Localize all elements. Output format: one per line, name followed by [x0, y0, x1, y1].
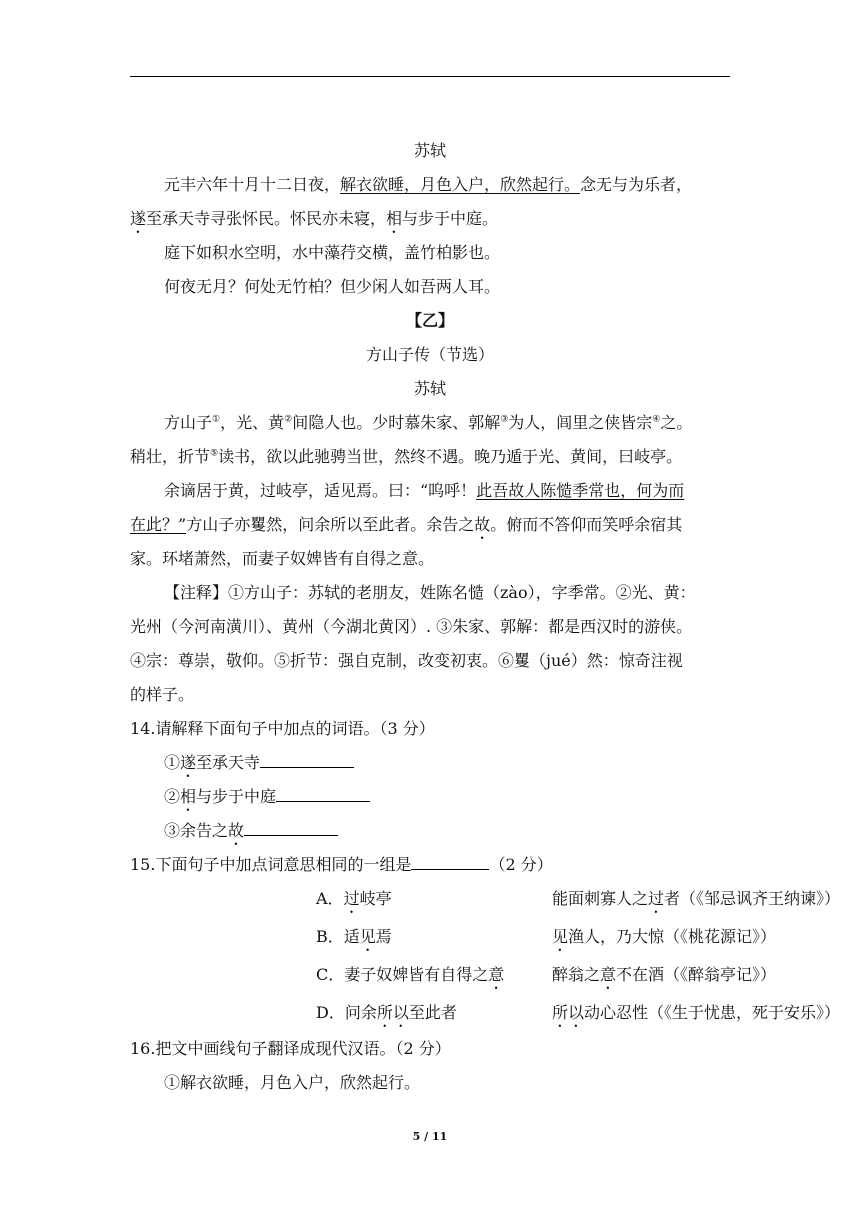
- dotted-word: 过: [648, 889, 665, 908]
- underlined-sentence-1: 解衣欲睡，月色入户，欣然起行。: [340, 175, 581, 194]
- passage-a-p1-line1: 元丰六年十月十二日夜，解衣欲睡，月色入户，欣然起行。念无与为乐者，: [164, 175, 693, 194]
- q16-item1: ①解衣欲睡，月色入户，欣然起行。: [164, 1073, 421, 1092]
- dotted-word: 相: [386, 209, 403, 228]
- dotted-word: 所以: [552, 1003, 585, 1022]
- q14-item3: ③余告之故: [130, 820, 730, 849]
- passage-a-p1-line2: 遂至承天寺寻张怀民。怀民亦未寝，相与步于中庭。: [130, 209, 499, 228]
- passage-b-label: 【乙】: [405, 311, 454, 330]
- passage-b-p2-line1: 余谪居于黄，过岐亭，适见焉。曰：“呜呼！此吾故人陈慥季常也，何为而: [164, 481, 685, 500]
- answer-blank[interactable]: [411, 855, 489, 870]
- dotted-word: 意: [488, 965, 505, 984]
- passage-b-p1-line1: 方山子①，光、黄②间隐人也。少时慕朱家、郭解③为人，闾里之侠皆宗④之。: [164, 413, 693, 432]
- q14-item2: ②相与步于中庭: [130, 786, 730, 815]
- dotted-word: 过: [343, 889, 360, 908]
- passage-b-title: 方山子传（节选）: [365, 345, 494, 364]
- passage-b-p2-line3: 家。环堵萧然，而妻子奴婢皆有自得之意。: [130, 549, 435, 568]
- q15-stem: 15.下面句子中加点词意思相同的一组是 （2 分）: [130, 855, 553, 874]
- underlined-sentence-2-cont: 在此？”: [130, 515, 187, 534]
- header-rule: [130, 76, 730, 77]
- answer-blank[interactable]: [276, 787, 370, 802]
- underlined-sentence-2: 此吾故人陈慥季常也，何为而: [476, 481, 685, 500]
- q14-item1: ①遂至承天寺: [130, 752, 730, 781]
- dotted-word: 相: [180, 787, 197, 806]
- passage-a-p2: 庭下如积水空明，水中藻荇交横，盖竹柏影也。: [164, 243, 501, 262]
- notes-line2: 光州（今河南潢川）、黄州（今湖北黄冈）. ③朱家、郭解：都是西汉时的游侠。: [130, 617, 693, 636]
- dotted-word: 遂: [180, 753, 197, 772]
- exam-page: 苏轼 元丰六年十月十二日夜，解衣欲睡，月色入户，欣然起行。念无与为乐者， 遂至承天寺寻张怀民。怀民亦未寝，相与步于中庭。 庭下如积水空明，水中藻荇交横，盖竹柏影也。 何夜无月？何处无竹柏？但少闲人如吾两人耳。 【乙】 方山子传（节选） 苏轼 方山子①，光、黄②间隐人也。少时慕朱家、郭解③为人，闾里之侠皆宗④之。 稍壮，折节⑤读书，欲以此驰骋当世，然终不遇。晚乃遁于光、黄间，曰岐亭。 余谪居于黄，过岐亭，适见焉。曰：“呜呼！此吾故人陈慥季常也，何为而 在此？”方山子亦矍然，问余所以至此者。余告之故。俯而不答仰而笑呼余宿其 家。环堵萧然，而妻子奴婢皆有自得之意。 【注释】①方山子：苏轼的老朋友，姓陈名慥（zào），字季常。②光、黄： 光州（今河南潢川）、黄州（今湖北黄冈）. ③朱家、郭解：都是西汉时的游侠。 ④宗：尊崇，敬仰。⑤折节：强自克制，改变初衷。⑥矍（jué）然：惊奇注视 的样子。 14.请解释下面句子中加点的词语。（3 分） ①遂至承天寺 ②相与步于中庭 ③余告之故 15.下面句子中加点词意思相同的一组是 （2 分） A．过岐亭 能面刺寡人之过者（《邹忌讽齐王纳谏》） B．适见焉 见渔人，乃大惊（《桃花源记》） C．妻子奴婢皆有自得之意 醉翁之意不在酒（《醉翁亭记》） D．问余所以至此者 所以动心忍性（《生于忧患，死于安乐》） 16.把文中画线句子翻译成现代汉语。（2 分） ①解衣欲睡，月色入户，欣然起行。 5 / 11: [0, 0, 860, 1216]
- notes-line3: ④宗：尊崇，敬仰。⑤折节：强自克制，改变初衷。⑥矍（jué）然：惊奇注视: [130, 651, 683, 670]
- page-number: 5 / 11: [412, 1130, 448, 1143]
- dotted-word: 意: [600, 965, 617, 984]
- dotted-word: 遂: [130, 209, 147, 228]
- answer-blank[interactable]: [260, 753, 354, 768]
- dotted-word: 见: [359, 927, 376, 946]
- dotted-word: 所以: [376, 1003, 409, 1022]
- passage-b-author: 苏轼: [413, 379, 446, 398]
- dotted-word: 故: [474, 515, 491, 534]
- notes-line1: 【注释】①方山子：苏轼的老朋友，姓陈名慥（zào），字季常。②光、黄：: [164, 583, 696, 602]
- dotted-word: 见: [552, 927, 569, 946]
- passage-a-p3: 何夜无月？何处无竹柏？但少闲人如吾两人耳。: [164, 277, 501, 296]
- passage-b-p1-line2: 稍壮，折节⑤读书，欲以此驰骋当世，然终不遇。晚乃遁于光、黄间，曰岐亭。: [130, 447, 683, 466]
- notes-line4: 的样子。: [130, 685, 195, 704]
- passage-a-author: 苏轼: [413, 141, 446, 160]
- q14-stem: 14.请解释下面句子中加点的词语。（3 分）: [130, 719, 435, 738]
- dotted-word: 故: [228, 821, 245, 840]
- q16-stem: 16.把文中画线句子翻译成现代汉语。（2 分）: [130, 1039, 451, 1058]
- passage-b-p2-line2: 在此？”方山子亦矍然，问余所以至此者。余告之故。俯而不答仰而笑呼余宿其: [130, 515, 683, 534]
- answer-blank[interactable]: [244, 821, 338, 836]
